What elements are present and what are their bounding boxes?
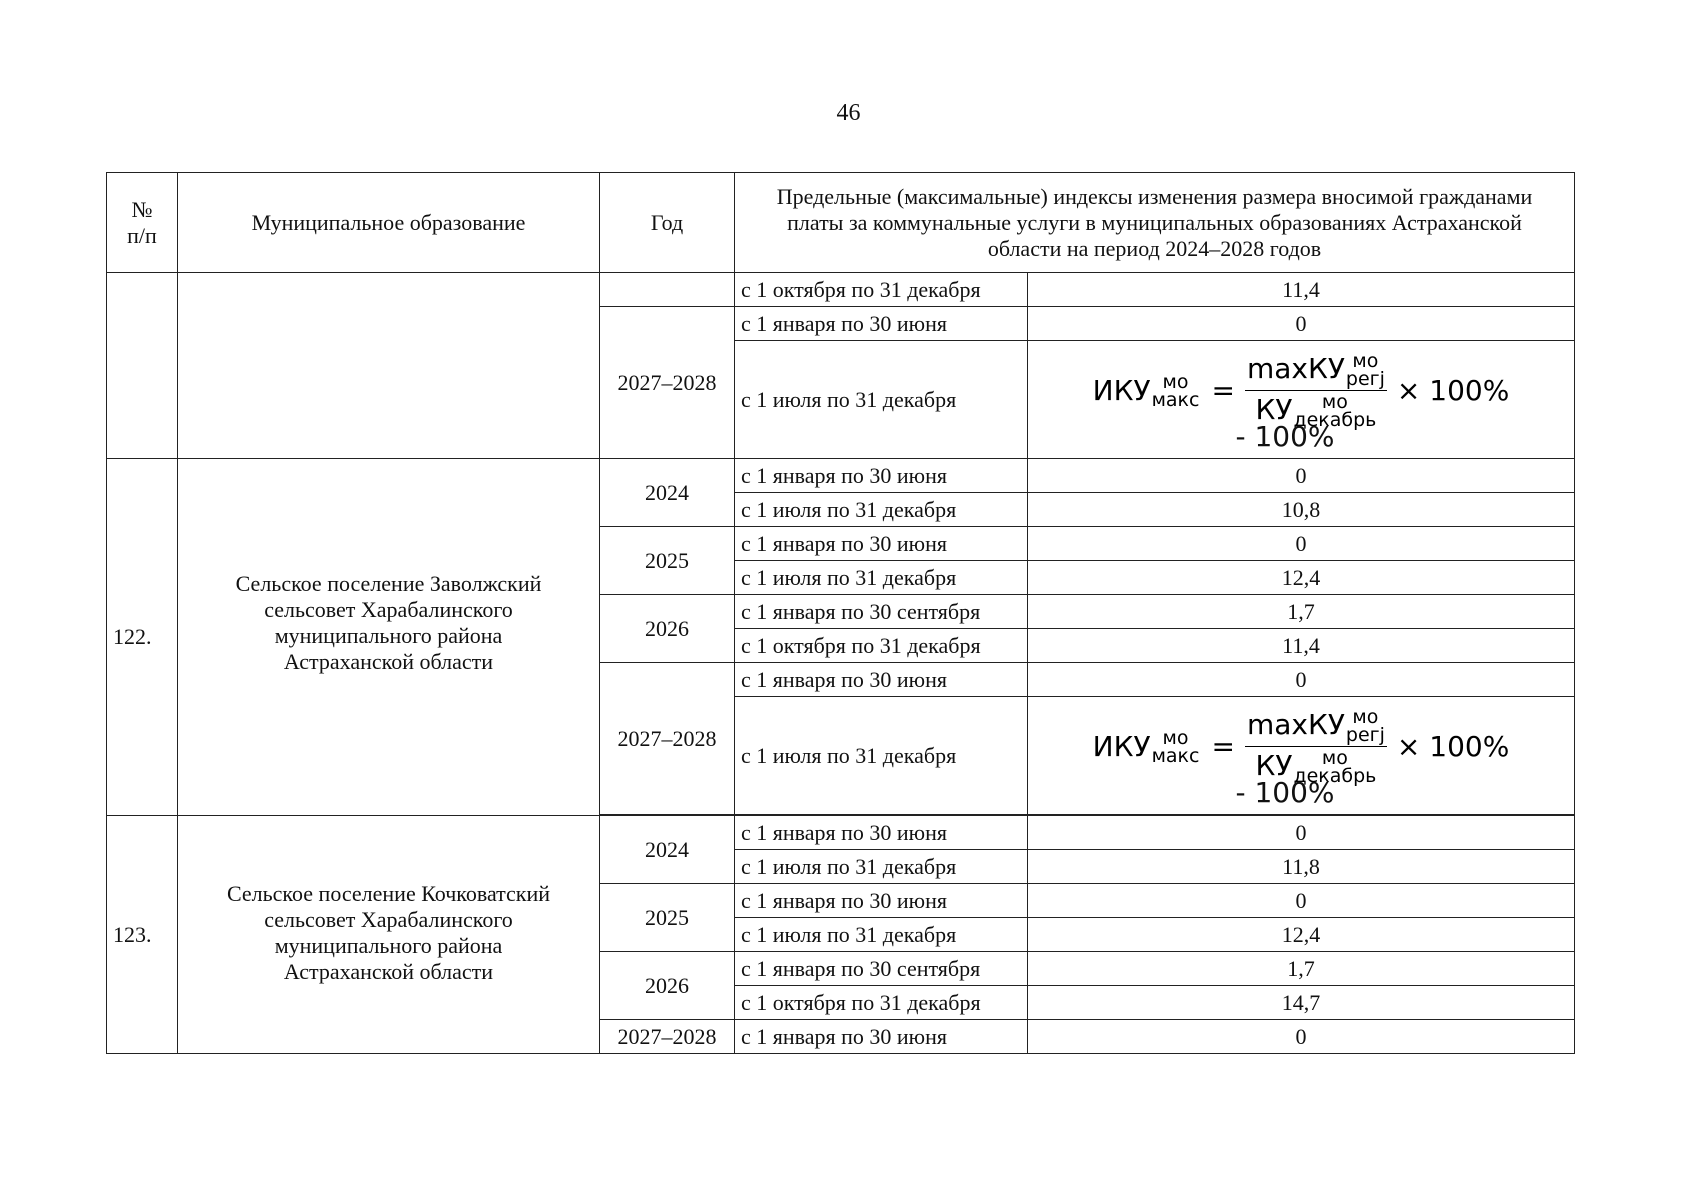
year-cell: 2026 (600, 952, 735, 1020)
formula-num-text: maxКУ (1246, 352, 1345, 385)
formula-minus: - 100% (1235, 420, 1335, 453)
period-cell: с 1 июля по 31 декабря (735, 918, 1028, 952)
value-cell: 12,4 (1028, 918, 1575, 952)
header-municipality: Муниципальное образование (178, 173, 600, 273)
period-cell: с 1 июля по 31 декабря (735, 493, 1028, 527)
year-cell: 2025 (600, 884, 735, 952)
formula-lhs-sup: мо (1162, 726, 1189, 749)
value-cell: 0 (1028, 816, 1575, 850)
period-cell: с 1 января по 30 сентября (735, 595, 1028, 629)
formula-num-sup: мо (1352, 706, 1379, 728)
formula-lhs-sup: мо (1162, 370, 1189, 393)
formula-den-text: КУ (1255, 749, 1293, 782)
period-cell: с 1 января по 30 июня (735, 307, 1028, 341)
formula-den-text: КУ (1255, 393, 1293, 426)
cont-name-cell (178, 273, 600, 459)
formula-num-sub: регj (1345, 724, 1385, 746)
formula-times: × 100% (1396, 729, 1510, 763)
formula-num-text: maxКУ (1246, 708, 1345, 741)
formula-fraction (1245, 352, 1387, 429)
cont-year-blank (600, 273, 735, 307)
period-cell: с 1 января по 30 июня (735, 663, 1028, 697)
formula-den-sup: мо (1321, 747, 1348, 769)
year-cell: 2027–2028 (600, 663, 735, 815)
value-cell: 0 (1028, 1020, 1575, 1054)
value-cell: 14,7 (1028, 986, 1575, 1020)
period-cell: с 1 июля по 31 декабря (735, 697, 1028, 815)
value-cell: 0 (1028, 527, 1575, 561)
value-cell: 1,7 (1028, 952, 1575, 986)
formula-cell (1028, 341, 1575, 459)
header-num: № п/п (107, 173, 178, 273)
value-cell: 1,7 (1028, 595, 1575, 629)
row-num: 122. (107, 459, 178, 816)
period-cell: с 1 июля по 31 декабря (735, 561, 1028, 595)
period-cell: с 1 января по 30 сентября (735, 952, 1028, 986)
formula-numerator (1245, 352, 1387, 391)
formula-lhs: ИКУ (1092, 373, 1151, 407)
value-cell: 0 (1028, 663, 1575, 697)
value-cell: 12,4 (1028, 561, 1575, 595)
formula-den-sup: мо (1321, 391, 1348, 413)
formula-num-sub: регj (1345, 368, 1385, 390)
year-cell: 2026 (600, 595, 735, 663)
period-cell: с 1 января по 30 июня (735, 459, 1028, 493)
municipality-name: Сельское поселение Заволжский сельсовет Харабалинского муниципального района Астраханской области (178, 445, 600, 802)
formula-minus: - 100% (1235, 776, 1335, 809)
period-cell: с 1 января по 30 июня (735, 884, 1028, 918)
period-cell: с 1 января по 30 июня (735, 1020, 1028, 1054)
formula-lhs-sub: макс (1151, 744, 1200, 767)
period-cell: с 1 июля по 31 декабря (735, 850, 1028, 884)
value-cell: 11,4 (1028, 629, 1575, 663)
year-cell: 2025 (600, 527, 735, 595)
value-cell: 11,8 (1028, 850, 1575, 884)
row-num: 123. (107, 816, 178, 1054)
formula-lhs: ИКУ (1092, 729, 1151, 763)
period-cell: с 1 октября по 31 декабря (735, 629, 1028, 663)
value-cell: 0 (1028, 307, 1575, 341)
formula-den-sub: декабрь (1293, 765, 1377, 787)
header-year: Год (600, 173, 735, 273)
period-cell: с 1 октября по 31 декабря (735, 986, 1028, 1020)
value-cell: 10,8 (1028, 493, 1575, 527)
year-cell: 2027–2028 (600, 1020, 735, 1054)
year-cell: 2024 (600, 816, 735, 884)
value-cell: 11,4 (1028, 273, 1575, 307)
page-number: 46 (836, 100, 861, 126)
index-formula (1093, 708, 1510, 785)
formula-den-sub: декабрь (1293, 409, 1377, 431)
period-cell: с 1 октября по 31 декабря (735, 273, 1028, 307)
period-cell: с 1 июля по 31 декабря (735, 341, 1028, 459)
tariff-index-table (106, 172, 1575, 1054)
formula-num-sup: мо (1352, 350, 1379, 372)
formula-eq: = (1211, 373, 1235, 407)
municipality-name: Сельское поселение Кочковатский сельсовет Харабалинского муниципального района Астраханской области (178, 814, 600, 1052)
period-cell: с 1 января по 30 июня (735, 527, 1028, 561)
period-cell: с 1 января по 30 июня (735, 816, 1028, 850)
value-cell: 0 (1028, 884, 1575, 918)
year-cell: 2027–2028 (600, 307, 735, 459)
index-formula (1093, 352, 1510, 429)
formula-numerator (1245, 708, 1387, 747)
year-cell: 2024 (600, 459, 735, 527)
formula-fraction (1245, 708, 1387, 785)
cont-num-cell (107, 273, 178, 459)
formula-times: × 100% (1396, 373, 1510, 407)
formula-cell (1028, 697, 1575, 815)
formula-eq: = (1211, 729, 1235, 763)
formula-lhs-sub: макс (1151, 388, 1200, 411)
header-indices: Предельные (максимальные) индексы изменения размера вносимой гражданами платы за коммунальные услуги в муниципальных образованиях Астраханской области на период 2024–2028 годов (735, 173, 1575, 273)
value-cell: 0 (1028, 459, 1575, 493)
